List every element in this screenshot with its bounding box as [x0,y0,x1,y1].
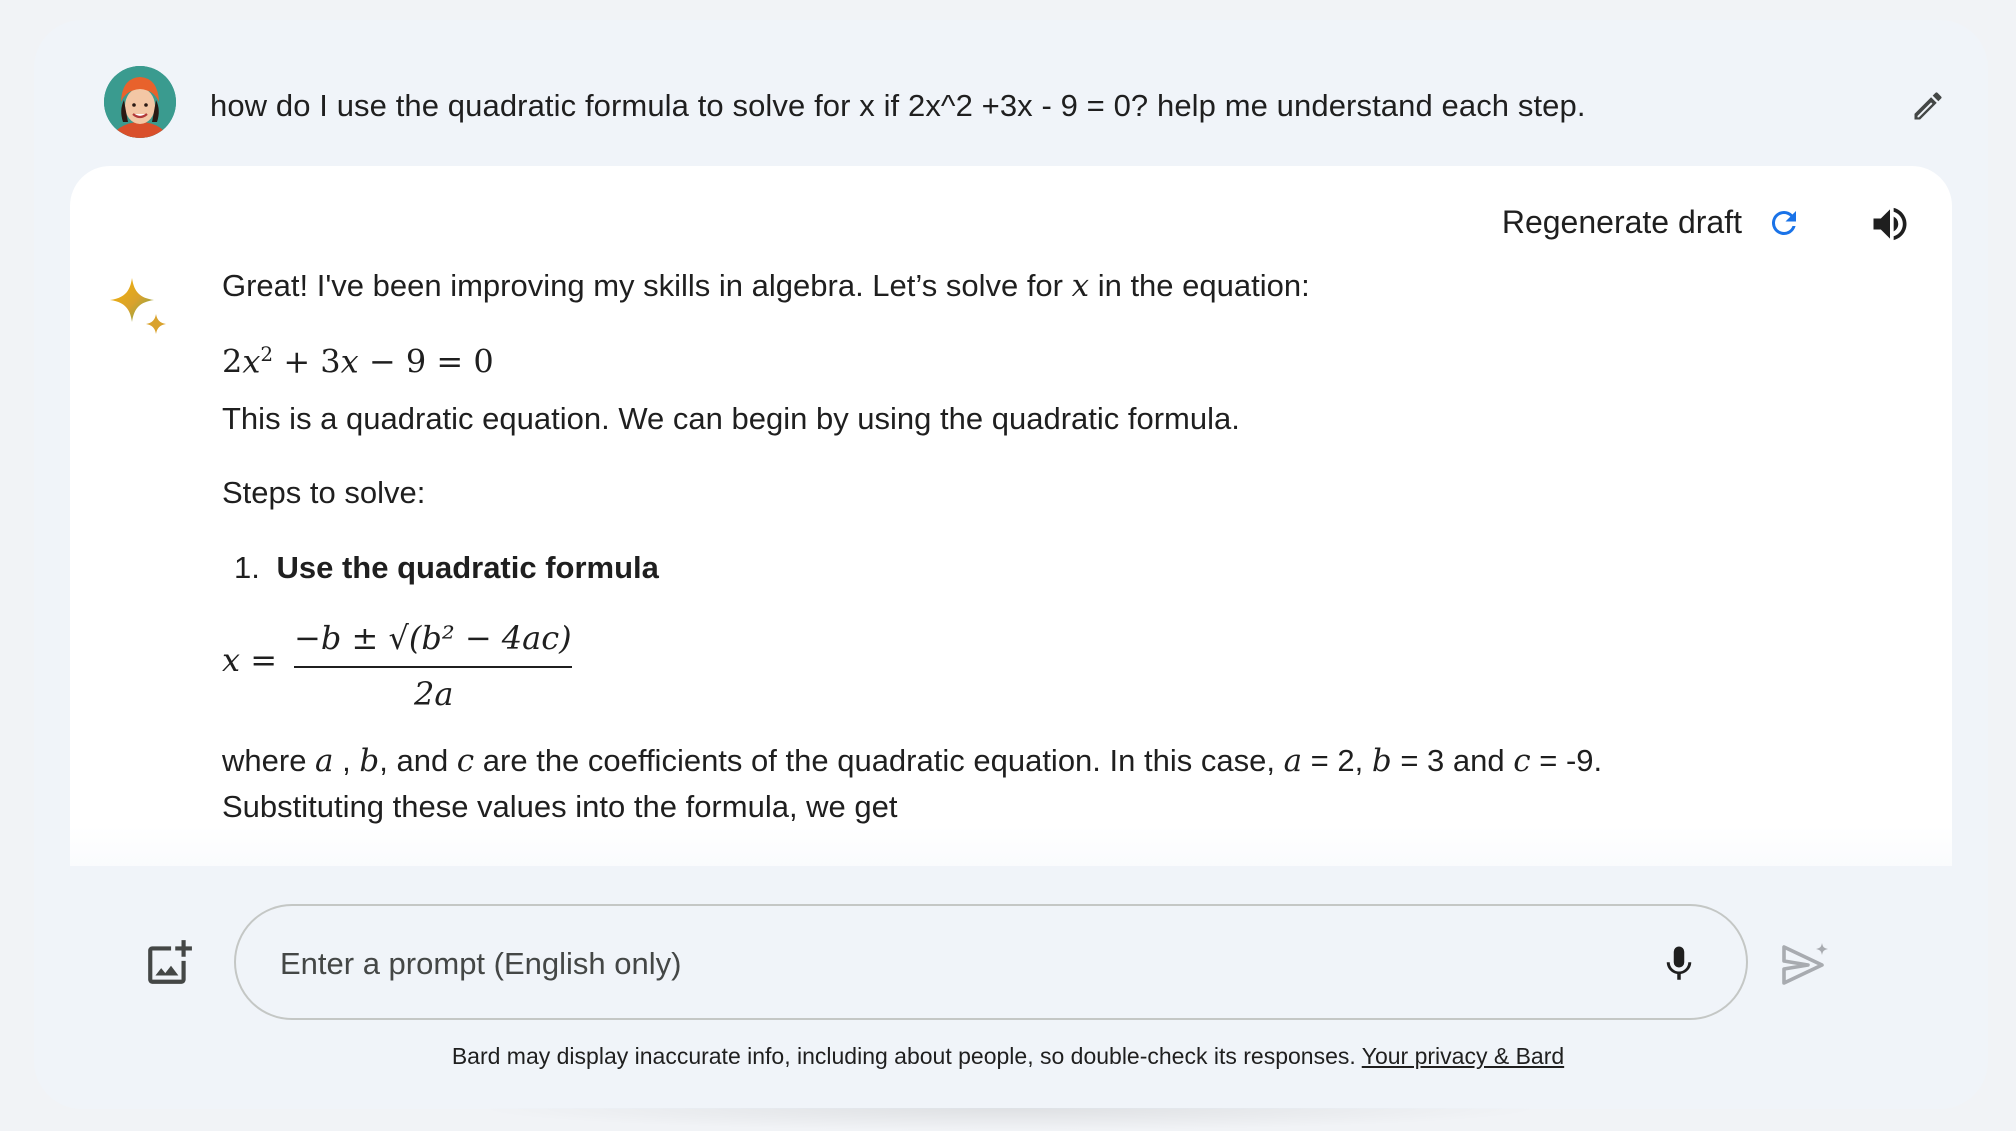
coef-c-value-var: c [1513,743,1531,779]
bard-sparkle-icon [110,278,170,342]
coef-b-value-var: b [1371,743,1392,779]
avatar-image [104,66,176,138]
bottom-shadow [470,1108,1550,1131]
prompt-box[interactable] [234,904,1748,1020]
coef-a-value-var: a [1283,743,1303,779]
coef-a: a [315,743,334,779]
regenerate-draft-button[interactable] [1502,204,1802,241]
step-1 [234,548,659,588]
user-prompt-row [104,66,1960,146]
send-button[interactable] [1780,940,1832,990]
refresh-icon [1766,205,1802,241]
coef-b: b [359,743,380,779]
fraction-bar [294,666,572,668]
step-1-number: 1. [234,550,260,585]
eq-coef: 2 [222,342,243,381]
disclaimer-text: Bard may display inaccurate info, including about people, so double-check its responses. [451,1043,1362,1069]
eq-tail: − 9 = 0 [358,342,494,381]
eq-rest: + 3 [273,342,341,381]
formula-lhs: x = [222,641,278,679]
quadratic-formula [222,618,622,728]
edit-prompt-button[interactable] [1906,84,1950,128]
intro-variable: x [1071,268,1090,304]
where-t3: , and [379,743,457,778]
intro-text-2: in the equation: [1089,268,1310,303]
disclaimer [0,1043,2016,1070]
response-card [70,166,1952,866]
where-t5: = 2, [1302,743,1372,778]
pencil-icon [1910,88,1946,124]
eq-var: x [242,342,261,381]
where-t6: = 3 and [1391,743,1514,778]
where-t7: = -9. [1530,743,1603,778]
add-image-icon [144,938,194,988]
eq-var2: x [340,342,359,381]
microphone-button[interactable] [1658,940,1700,988]
upload-image-button[interactable] [144,938,194,988]
where-t2: , [333,743,360,778]
substitute-paragraph: Substituting these values into the formula, we get [222,789,898,824]
send-icon [1780,940,1832,990]
intro-paragraph [222,266,1310,306]
read-aloud-button[interactable] [1868,202,1912,246]
where-t1: where [222,743,316,778]
formula-numerator: −b ± √(b² − 4ac) [294,619,572,657]
privacy-link[interactable]: Your privacy & Bard [1361,1043,1565,1069]
card-fade [70,826,1952,866]
user-prompt-text: how do I use the quadratic formula to solve for x if 2x^2 +3x - 9 = 0? help me understand each step. [210,88,1586,123]
equation-display [222,334,494,382]
formula-denominator: 2a [414,675,454,713]
regenerate-label: Regenerate draft [1501,204,1742,240]
steps-heading: Steps to solve: [222,475,426,510]
step-1-title: Use the quadratic formula [276,550,659,585]
coef-c: c [456,743,475,779]
user-avatar [104,66,176,138]
where-t4: are the coefficients of the quadratic equation. In this case, [474,743,1284,778]
microphone-icon [1658,940,1700,988]
prompt-input[interactable] [278,936,1582,992]
paragraph-quadratic: This is a quadratic equation. We can begin by using the quadratic formula. [222,401,1240,436]
intro-text-1: Great! I've been improving my skills in algebra. Let’s solve for [222,268,1072,303]
speaker-icon [1868,202,1912,246]
coefficients-paragraph [222,741,1602,781]
eq-exp: 2 [260,342,274,366]
